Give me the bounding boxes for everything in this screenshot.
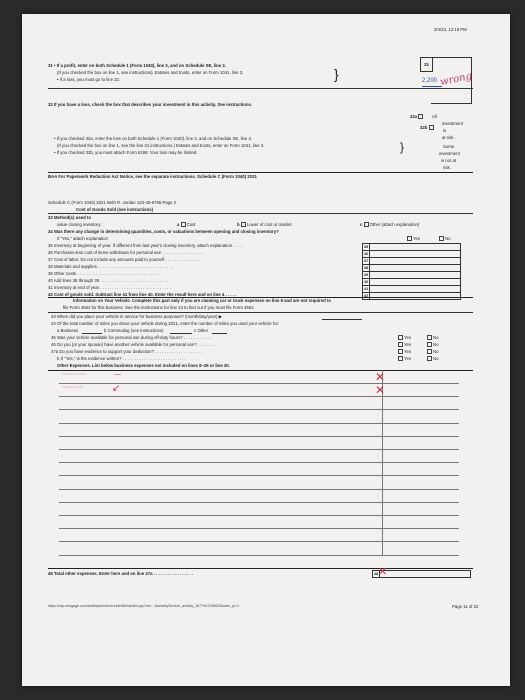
yes-label: Yes	[404, 356, 412, 361]
cogs-amount-field[interactable]	[369, 292, 461, 300]
cogs-line-label: 37 Cost of labor. Do not include any amounts paid to yourself . . . . . . . . . . . . . . . .	[48, 257, 203, 262]
line45-no[interactable]	[427, 335, 439, 340]
cogs-line-number: 35	[363, 243, 369, 249]
checkbox-no[interactable]	[427, 342, 432, 347]
expense-amount-divider	[382, 410, 383, 423]
expense-amount-divider	[382, 462, 383, 475]
footer-notice: BAA For Paperwork Reduction Act Notice, see the separate instructions. Schedule C (Form 1040) 2021	[48, 174, 257, 179]
line32-bullet1b: (If you checked the box on line 1, see the line 31 instructions.) Estates and trusts, enter on Form 1041, line 3.	[57, 143, 265, 148]
line31-handwritten-value: 2,200	[422, 78, 438, 84]
opt-a-text-0: All	[432, 114, 437, 119]
cogs-part-title: Cost of Goods Sold (see instructions)	[76, 207, 154, 212]
handwritten-x-2: ✕	[375, 383, 386, 397]
divider	[48, 88, 473, 89]
checkbox-yes[interactable]	[398, 356, 403, 361]
handwritten-x-3: ✕	[378, 566, 388, 578]
method-other-option: c Other (attach explanation)	[360, 222, 420, 227]
expense-amount-divider	[382, 396, 383, 409]
no-label: No	[433, 342, 439, 347]
opt-b-text-2: is not at	[441, 158, 457, 163]
line47b-label: b If "Yes," is the evidence written? . . . . . . . . . . . . . . . . . . . . . . . . . . .	[57, 356, 186, 361]
line33-label-2: value closing inventory:	[57, 222, 102, 227]
method-cost-option: a Cost	[177, 222, 196, 227]
expense-amount-divider	[382, 515, 383, 528]
line44a-label: a Business	[57, 328, 79, 333]
line47a-no[interactable]	[427, 349, 439, 354]
cogs-line-number: 37	[363, 257, 369, 263]
expense-row[interactable]	[59, 541, 459, 542]
expense-amount-divider	[382, 423, 383, 436]
tax-form-page	[22, 14, 510, 686]
cogs-line-number: 41	[363, 285, 369, 291]
expense-row[interactable]	[59, 555, 459, 556]
expense-amount-divider	[382, 489, 383, 502]
line46-yes[interactable]	[398, 342, 411, 347]
cogs-line-label: 42 Cost of goods sold. Subtract line 41 from line 40. Enter the result here and on line 4 . . . . .	[48, 292, 237, 297]
checkbox-34-yes[interactable]	[407, 236, 412, 241]
handwritten-arrow: ↙	[112, 383, 121, 394]
divider	[48, 172, 473, 173]
checkbox-lower[interactable]	[241, 222, 246, 227]
line44b-field[interactable]	[170, 333, 192, 334]
cogs-line-number: 40	[363, 278, 369, 284]
line44b-label: b Commuting (see instructions)	[104, 328, 164, 333]
line43-field[interactable]	[322, 319, 362, 320]
page-label: Page 11 of 22	[452, 604, 479, 609]
checkbox-no[interactable]	[427, 356, 432, 361]
line48-field[interactable]	[379, 570, 471, 578]
checkbox-34-no[interactable]	[439, 236, 444, 241]
cogs-line-label: 38 Materials and supplies . . . . . . . . . . . . . . . . . . . . . . . . . . . . . . . .	[48, 264, 174, 269]
line47a-label: 47a Do you have evidence to support your deduction? . . . . . . . . . . . . . . . . . . . .	[51, 349, 202, 354]
line32a-option: 32a	[410, 114, 424, 119]
line46-no[interactable]	[427, 342, 439, 347]
no-label: No	[433, 335, 439, 340]
opt-b-text-3: risk.	[443, 165, 451, 170]
brace-31: }	[334, 66, 339, 82]
vehicle-title: Information on Your Vehicle. Complete this part only if you are claiming car or truck expenses on line 9 and are not required to	[73, 298, 331, 303]
yes-label: Yes	[404, 342, 412, 347]
divider	[48, 370, 473, 371]
method-lower-option: b Lower of cost or market	[237, 222, 292, 227]
line44c-field[interactable]	[212, 333, 227, 334]
checkbox-yes[interactable]	[398, 349, 403, 354]
expense-row[interactable]	[59, 409, 459, 410]
yes-label: Yes	[404, 349, 412, 354]
expense-amount-divider	[382, 542, 383, 555]
checkbox-other[interactable]	[364, 222, 369, 227]
expense-row[interactable]	[59, 489, 459, 490]
handwritten-underline	[422, 86, 442, 87]
handwritten-dash-1: —	[114, 371, 121, 378]
page2-header: Schedule C (Form 1040) 2021 Beth R. Jordan 123-45-6765 Page 2	[48, 200, 177, 205]
expense-amount-divider	[382, 528, 383, 541]
divider	[48, 312, 473, 313]
checkbox-yes[interactable]	[398, 335, 403, 340]
line48-label: 48 Total other expenses. Enter here and on line 27a . . . . . . . . . . . . . . . . .	[48, 571, 194, 576]
checkbox-no[interactable]	[427, 349, 432, 354]
line44-label: 44 Of the total number of miles you drove your vehicle during 2021, enter the number of miles you used your vehicle for:	[51, 321, 280, 326]
opt-a-text-1: investment	[442, 121, 463, 126]
handwritten-x-1: ✕	[375, 370, 386, 384]
line31-title: 31 • If a profit, enter on both Schedule 1 (Form 1040), line 3, and on Schedule SE, line 2.	[48, 63, 226, 68]
line34-yes: Yes	[407, 236, 420, 241]
opt-b-text-0: Some	[443, 144, 455, 149]
checkbox-32b[interactable]	[429, 125, 434, 130]
cogs-line-label: 39 Other costs . . . . . . . . . . . . . . . . . . . . . . . . . . . . . . . . . . . .	[48, 271, 162, 276]
line34-no: No	[439, 236, 451, 241]
line46-label: 46 Do you (or your spouse) have another vehicle available for personal use? . . . . . . . . .	[51, 342, 218, 347]
cogs-line-number: 42	[363, 292, 369, 298]
line47b-no[interactable]	[427, 356, 439, 361]
cogs-line-label: 36 Purchases less cost of items withdrawn for personal use . . . . . . . . . . . . . . . . . .	[48, 250, 204, 255]
handwritten-scribble-2: ~~~~~~	[62, 385, 84, 391]
expense-row[interactable]	[59, 515, 459, 516]
divider	[48, 568, 473, 569]
expense-amount-divider	[382, 476, 383, 489]
cogs-line-number: 39	[363, 271, 369, 277]
line32-bullet1: • If you checked 32a, enter the loss on both Schedule 1 (Form 1040), line 3, and on Schedule SE, line 2.	[54, 136, 253, 141]
expense-row[interactable]	[59, 449, 459, 450]
line34-label-2: If "Yes," attach explanation	[57, 236, 108, 241]
expense-row[interactable]	[59, 436, 459, 437]
line33-label: 33 Method(s) used to	[48, 215, 91, 220]
expense-row[interactable]	[59, 528, 459, 529]
line32b-option: 32b	[420, 125, 435, 130]
line44c-label: c Other	[194, 328, 209, 333]
line31-sub1: (If you checked the box on line 1, see instructions). Estates and trusts, enter on Form 1041, line 3.	[57, 70, 244, 75]
url-footer: https://cxp.cengage.com/activityservice/runhtml5/handler.jsp?url=...&activityService_activity_1677947236029&cdm_pi=1	[48, 604, 240, 608]
line47b-yes[interactable]	[398, 356, 411, 361]
line47a-yes[interactable]	[398, 349, 411, 354]
expense-row[interactable]	[59, 475, 459, 476]
cogs-line-label: 35 Inventory at beginning of year. If different from last year's closing inventory, attach explanation . . . . .	[48, 243, 245, 248]
expense-row[interactable]	[59, 423, 459, 424]
line45-yes[interactable]	[398, 335, 411, 340]
checkbox-cost[interactable]	[181, 222, 186, 227]
handwritten-scribble-1: ~~~~~~~	[62, 372, 87, 378]
line32-bullet2: • If you checked 32b, you must attach Form 6198. Your loss may be limited.	[54, 150, 198, 155]
opt-a-text-2: is	[443, 128, 447, 133]
opt-b-text-1: investment	[439, 151, 460, 156]
checkbox-32a[interactable]	[418, 114, 423, 119]
timestamp: 3/4/23, 12:16 PM	[434, 27, 467, 32]
line31-box: 31	[420, 57, 433, 72]
expense-amount-divider	[382, 436, 383, 449]
divider	[48, 213, 473, 214]
line48-box: 48	[373, 571, 379, 576]
no-label: No	[433, 349, 439, 354]
no-label: No	[433, 356, 439, 361]
expense-amount-divider	[382, 502, 383, 515]
expense-amount-divider	[382, 449, 383, 462]
vehicle-title-2: file Form 4562 for this business. See the instructions for line 13 to find out if you must file Form 4562.	[63, 305, 255, 310]
brace-32: }	[400, 140, 405, 154]
line44a-field[interactable]	[82, 333, 102, 334]
other-expenses-title: Other Expenses. List below business expenses not included on lines 8–26 or line 30.	[57, 363, 230, 368]
line45-label: 45 Was your vehicle available for personal use during off-duty hours? . . . . . . . . . . . .	[51, 335, 212, 340]
expense-row[interactable]	[59, 396, 459, 397]
line31-sub2: • If a loss, you must go to line 32.	[57, 77, 121, 82]
line43-label: 43 When did you place your vehicle in service for business purposes? (month/day/year) ▶	[51, 314, 222, 319]
expense-row[interactable]	[59, 462, 459, 463]
checkbox-no[interactable]	[427, 335, 432, 340]
cogs-line-label: 40 Add lines 35 through 39 . . . . . . . . . . . . . . . . . . . . . . . . . . . . . .	[48, 278, 171, 283]
cogs-line-number: 38	[363, 264, 369, 270]
line34-label: 34 Was there any change in determining quantities, costs, or valuations between opening and closing inventory?	[48, 229, 279, 234]
checkbox-yes[interactable]	[398, 342, 403, 347]
cogs-line-number: 36	[363, 250, 369, 256]
opt-a-text-3: at risk.	[442, 135, 455, 140]
expense-row[interactable]	[59, 502, 459, 503]
yes-label: Yes	[404, 335, 412, 340]
cogs-line-label: 41 Inventory at end of year . . . . . . . . . . . . . . . . . . . . . . . . . . . . . .	[48, 285, 171, 290]
line32-title: 32 If you have a loss, check the box that describes your investment in this activity. See instructions.	[48, 102, 253, 107]
handwritten-wrong-note: wrong	[439, 70, 473, 89]
